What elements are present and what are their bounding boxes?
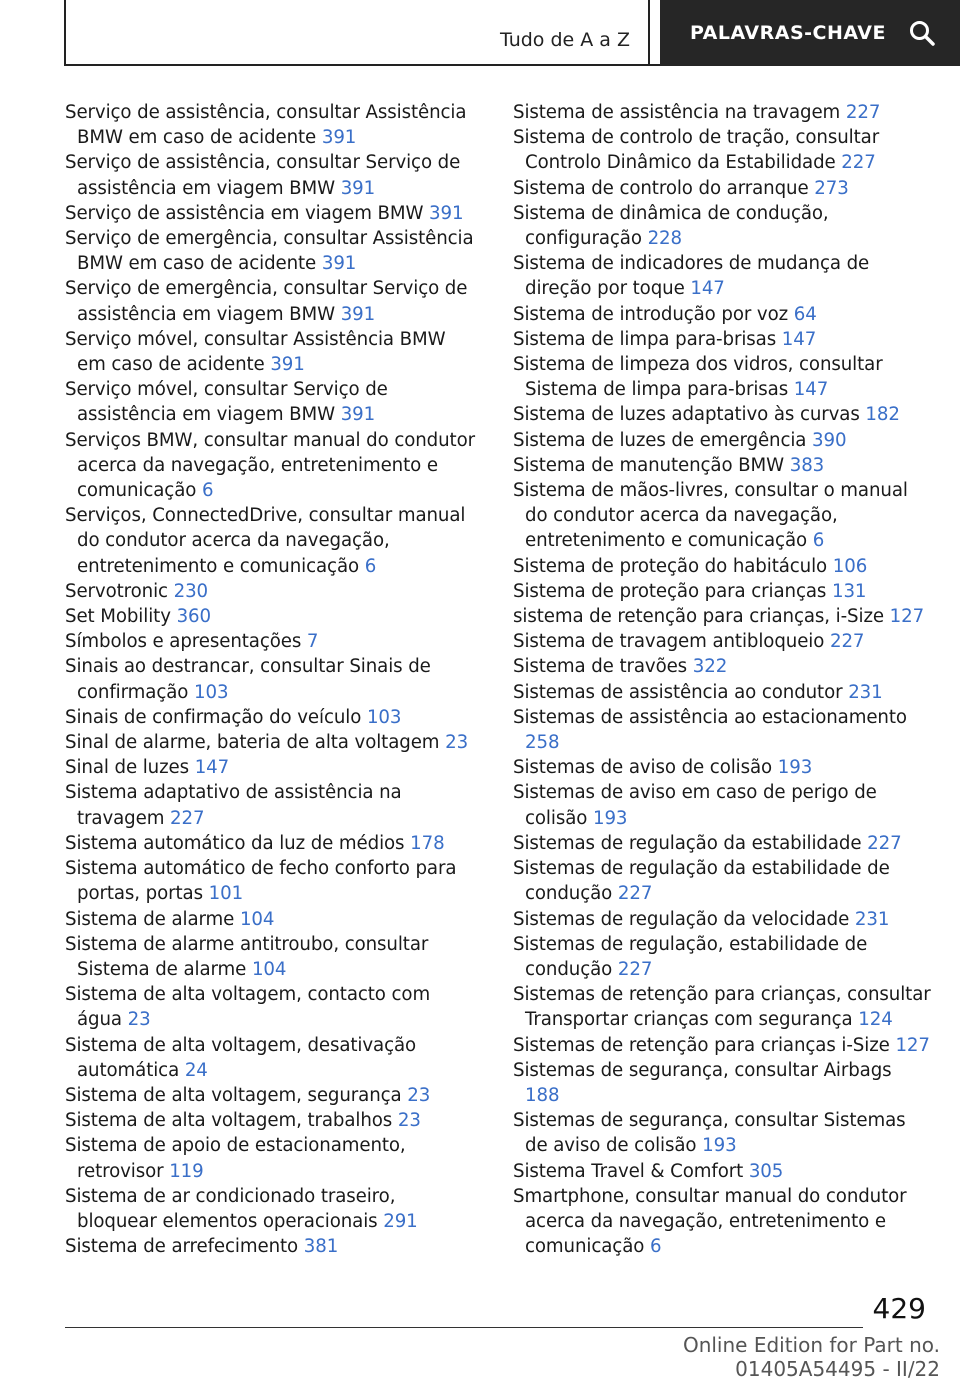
index-entry-text: Serviços BMW, consultar manual do condutor acerca da navegação, entretenimento e comunicação	[65, 429, 475, 502]
index-entry-text: Sistemas de regulação da estabilidade	[513, 832, 862, 854]
index-entry	[65, 780, 477, 830]
index-entry	[513, 1159, 931, 1184]
page-link[interactable]: 6	[364, 555, 377, 577]
index-entry	[513, 705, 931, 755]
index-entry-text: Sistemas de regulação, estabilidade de condução	[513, 933, 868, 980]
index-entry	[65, 100, 477, 150]
page-link[interactable]: 6	[201, 480, 214, 502]
index-entry-text: Sistema de alta voltagem, contacto com água	[65, 984, 431, 1031]
index-entry-text: Sistemas de assistência ao estacionamento	[513, 706, 907, 728]
index-entry	[65, 377, 477, 427]
page-link[interactable]: 23	[397, 1110, 421, 1132]
index-entry	[513, 654, 931, 679]
index-entry	[65, 503, 477, 579]
index-entry	[513, 453, 931, 478]
index-entry-text: Serviço de assistência em viagem BMW	[65, 202, 424, 224]
footer-rule	[65, 1327, 863, 1328]
index-entry-text: Sistema de limpeza dos vidros, consultar Sistema de limpa para-brisas	[513, 354, 883, 401]
page-link[interactable]: 391	[321, 253, 357, 275]
index-entry	[65, 201, 477, 226]
index-column-right	[513, 100, 931, 1259]
index-entry	[513, 402, 931, 427]
index-entry	[65, 1133, 477, 1183]
page-link[interactable]: 391	[340, 303, 376, 325]
index-entry-text: Sistema de ar condicionado traseiro, bloquear elementos operacionais	[65, 1185, 396, 1232]
page-link[interactable]: 106	[832, 555, 868, 577]
index-entry-text: Sistema de manutenção BMW	[513, 454, 785, 476]
index-entry-text: Sistema de luzes de emergência	[513, 429, 807, 451]
index-entry	[65, 150, 477, 200]
page-link[interactable]: 228	[647, 228, 682, 250]
page-link[interactable]: 230	[173, 580, 209, 602]
index-entry	[65, 276, 477, 326]
page-link[interactable]: 147	[194, 757, 230, 779]
index-entry-text: Serviços, ConnectedDrive, consultar manual do condutor acerca da navegação, entretenimento e comunicação	[65, 505, 466, 577]
index-entry-text: Sistema de proteção do habitáculo	[513, 555, 828, 577]
page-link[interactable]: 127	[895, 1034, 930, 1056]
index-entry-text: Sistema de alarme	[65, 908, 235, 930]
index-entry-text: Sistema de luzes adaptativo às curvas	[513, 404, 860, 426]
index-entry	[65, 579, 477, 604]
index-entry	[513, 251, 931, 301]
index-entry	[65, 428, 477, 504]
index-entry	[513, 1184, 931, 1260]
index-entry-text: Símbolos e apresentações	[65, 631, 302, 653]
index-entry	[513, 554, 931, 579]
edition-footer: Online Edition for Part no. 01405A54495 - II/22	[682, 1333, 940, 1381]
tab-divider	[648, 0, 650, 66]
index-entry-text: Sinal de alarme, bateria de alta voltagem	[65, 732, 440, 754]
index-entry	[513, 982, 931, 1032]
index-entry	[513, 856, 931, 906]
page-link[interactable]: 103	[194, 681, 229, 703]
index-entry-text: Serviço de emergência, consultar Assistência BMW em caso de acidente	[65, 228, 474, 275]
index-entry	[513, 831, 931, 856]
index-entry	[65, 327, 477, 377]
index-entry-text: Sistemas de segurança, consultar Sistemas de aviso de colisão	[513, 1110, 906, 1157]
index-entry	[65, 856, 477, 906]
page-link[interactable]: 258	[525, 732, 560, 754]
page-link[interactable]: 227	[829, 631, 865, 653]
index-entry	[513, 201, 931, 251]
index-entry-text: Sistema de travagem antibloqueio	[513, 631, 825, 653]
index-entry-text: Sistema Travel & Comfort	[513, 1160, 744, 1182]
page-link[interactable]: 101	[208, 883, 244, 905]
page-link[interactable]: 6	[649, 1236, 662, 1258]
page-link[interactable]: 147	[781, 328, 817, 350]
page-link[interactable]: 391	[340, 177, 376, 199]
index-entry-text: Serviço móvel, consultar Assistência BMW em caso de acidente	[65, 328, 446, 376]
index-entry-text: Sistemas de aviso em caso de perigo de colisão	[513, 782, 877, 829]
page-link[interactable]: 193	[592, 807, 628, 829]
page-link[interactable]: 127	[889, 606, 925, 628]
index-entry	[65, 604, 477, 629]
index-entry-text: Smartphone, consultar manual do condutor acerca da navegação, entretenimento e comunicação	[513, 1185, 907, 1258]
index-entry-text: Sistemas de regulação da estabilidade de condução	[513, 858, 890, 905]
index-entry	[65, 226, 477, 276]
page-link[interactable]: 131	[831, 580, 867, 602]
page-link[interactable]: 227	[841, 152, 876, 174]
page-link[interactable]: 291	[383, 1210, 418, 1232]
index-entry-text: Sistemas de aviso de colisão	[513, 757, 773, 779]
page-link[interactable]: 104	[239, 908, 275, 930]
page-link[interactable]: 381	[303, 1236, 339, 1258]
index-entry	[513, 327, 931, 352]
page-link[interactable]: 231	[854, 908, 890, 930]
index-entry-text: Sistema de alta voltagem, desativação automática	[65, 1034, 417, 1081]
index-entry-text: Servotronic	[65, 580, 168, 602]
page-link[interactable]: 390	[812, 429, 847, 451]
index-entry	[65, 730, 477, 755]
page-link[interactable]: 383	[789, 454, 825, 476]
header-left-bar	[64, 0, 66, 66]
index-entry-text: Sistema automático da luz de médios	[65, 832, 405, 854]
index-entry-text: Serviço de assistência, consultar Serviço de assistência em viagem BMW	[65, 152, 461, 199]
index-entry-text: Sistema de indicadores de mudança de direção por toque	[513, 253, 870, 300]
tab-keywords-label: PALAVRAS-CHAVE	[690, 22, 886, 44]
page-link[interactable]: 231	[848, 681, 883, 703]
index-entry	[65, 1033, 477, 1083]
page-link[interactable]: 178	[410, 832, 445, 854]
index-entry-text: Sistemas de retenção para crianças, consultar Transportar crianças com segurança	[513, 984, 931, 1031]
index-entry	[513, 629, 931, 654]
index-entry-text: Sistema de dinâmica de condução, configuração	[513, 202, 829, 250]
index-entry	[65, 982, 477, 1032]
index-entry	[65, 1234, 477, 1259]
page-link[interactable]: 391	[340, 404, 376, 426]
index-entry	[513, 176, 931, 201]
page-link[interactable]: 227	[170, 807, 205, 829]
index-column-left	[65, 100, 477, 1259]
index-entry-text: Sistema automático de fecho conforto para portas, portas	[65, 858, 457, 905]
page-link[interactable]: 227	[617, 883, 653, 905]
index-entry-text: Sistema de controlo de tração, consultar Controlo Dinâmico da Estabilidade	[513, 127, 880, 174]
page-link[interactable]: 227	[617, 958, 653, 980]
page-link[interactable]: 360	[176, 606, 211, 628]
tab-keywords[interactable]	[660, 0, 960, 66]
index-entry-text: Serviço de assistência, consultar Assistência BMW em caso de acidente	[65, 102, 467, 149]
page-link[interactable]: 147	[793, 379, 829, 401]
index-entry-text: Sistemas de segurança, consultar Airbags	[513, 1059, 892, 1081]
index-entry	[513, 478, 931, 554]
index-entry	[513, 428, 931, 453]
index-entry	[65, 705, 477, 730]
index-entry	[513, 125, 931, 175]
index-entry	[65, 1184, 477, 1234]
index-entry	[65, 755, 477, 780]
index-entry	[513, 352, 931, 402]
page-link[interactable]: 227	[867, 832, 902, 854]
page-link[interactable]: 23	[407, 1084, 431, 1106]
index-entry-text: Sinais ao destrancar, consultar Sinais de confirmação	[65, 656, 431, 703]
index-entry	[65, 654, 477, 704]
page-link[interactable]: 147	[690, 278, 725, 300]
index-entry-text: Sistemas de retenção para crianças i-Size	[513, 1034, 890, 1056]
index-entry	[513, 680, 931, 705]
page-number: 429	[872, 1292, 926, 1325]
page-link[interactable]: 273	[814, 177, 849, 199]
page-link[interactable]: 103	[366, 706, 402, 728]
index-entry-text: Sistema de limpa para-brisas	[513, 328, 777, 350]
index-entry	[513, 604, 931, 629]
index-entry-text: Sistema de proteção para crianças	[513, 580, 827, 602]
index-entry-text: Sinal de luzes	[65, 757, 190, 779]
index-entry-text: Sistema de assistência na travagem	[513, 102, 841, 123]
index-entry	[513, 1058, 931, 1108]
index-entry	[513, 302, 931, 327]
page-link[interactable]: 104	[251, 958, 287, 980]
index-entry	[65, 907, 477, 932]
index-entry	[65, 629, 477, 654]
index-entry	[65, 1108, 477, 1133]
index-entry-text: Sistema de mãos-livres, consultar o manual do condutor acerca da navegação, entretenimento e comunicação	[513, 480, 908, 552]
page-link[interactable]: 6	[812, 530, 825, 552]
tab-a-to-z[interactable]: Tudo de A a Z	[499, 29, 630, 51]
index-entry-text: Sinais de confirmação do veículo	[65, 706, 362, 728]
page-link[interactable]: 182	[865, 404, 900, 426]
page-link[interactable]: 23	[445, 732, 469, 754]
index-entry-text: Set Mobility	[65, 606, 171, 628]
index-entry	[513, 1108, 931, 1158]
page-link[interactable]: 227	[845, 102, 881, 123]
page-link[interactable]: 119	[169, 1160, 204, 1182]
index-entry-text: Sistema adaptativo de assistência na travagem	[65, 782, 402, 829]
index-entry-text: Sistema de alta voltagem, segurança	[65, 1084, 402, 1106]
index-entry-text: Sistemas de assistência ao condutor	[513, 681, 843, 703]
index-entry-text: sistema de retenção para crianças, i-Size	[513, 606, 884, 628]
index-entry	[65, 932, 477, 982]
index-entry	[513, 579, 931, 604]
index-entry	[513, 932, 931, 982]
index-entry	[65, 831, 477, 856]
page-link[interactable]: 391	[429, 202, 464, 224]
index-entry	[513, 100, 931, 125]
index-entry-text: Sistema de arrefecimento	[65, 1236, 299, 1258]
index-entry-text: Sistema de travões	[513, 656, 688, 678]
page-link[interactable]: 391	[270, 354, 305, 376]
index-entry-text: Sistema de alta voltagem, trabalhos	[65, 1110, 393, 1132]
index-entry-text: Serviço móvel, consultar Serviço de assistência em viagem BMW	[65, 379, 388, 426]
page-link[interactable]: 124	[858, 1009, 893, 1031]
page-link[interactable]: 193	[777, 757, 813, 779]
page-link[interactable]: 193	[702, 1135, 737, 1157]
index-entry-text: Sistema de apoio de estacionamento, retrovisor	[65, 1135, 406, 1182]
search-icon	[908, 19, 936, 47]
index-entry	[513, 907, 931, 932]
index-entry-text: Sistema de alarme antitroubo, consultar Sistema de alarme	[65, 933, 429, 980]
page-link[interactable]: 64	[793, 303, 817, 325]
page-link[interactable]: 24	[184, 1059, 208, 1081]
page-link[interactable]: 322	[692, 656, 728, 678]
index-entry	[513, 755, 931, 780]
page-link[interactable]: 23	[127, 1009, 151, 1031]
index-entry-text: Sistema de introdução por voz	[513, 303, 789, 325]
page-link[interactable]: 7	[306, 631, 319, 653]
index-entry-text: Sistema de controlo do arranque	[513, 177, 809, 199]
page-link[interactable]: 305	[748, 1160, 784, 1182]
index-entry	[513, 780, 931, 830]
page-link[interactable]: 391	[321, 127, 357, 149]
index-entry-text: Sistemas de regulação da velocidade	[513, 908, 850, 930]
index-entry-text: Serviço de emergência, consultar Serviço de assistência em viagem BMW	[65, 278, 468, 325]
index-entry	[65, 1083, 477, 1108]
page-link[interactable]: 188	[525, 1084, 560, 1106]
index-entry	[513, 1033, 931, 1058]
